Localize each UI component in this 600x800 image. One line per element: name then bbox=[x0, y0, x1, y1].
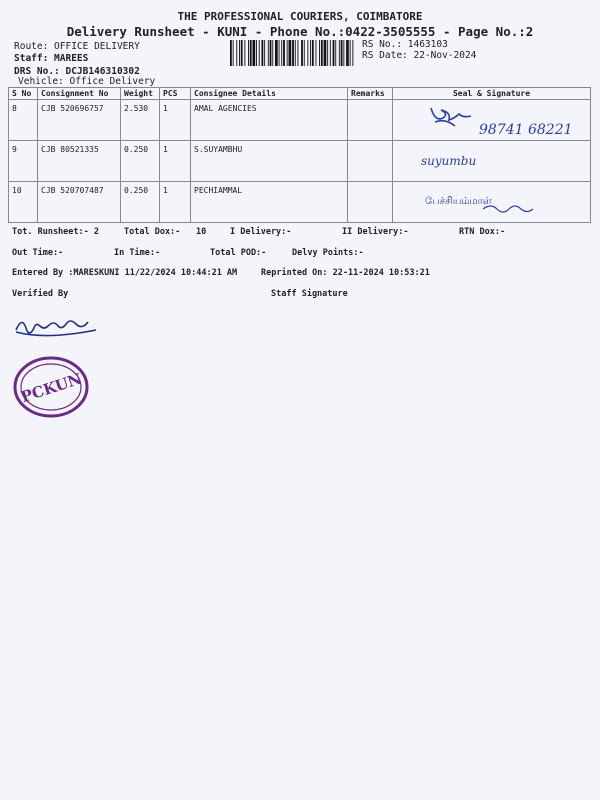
cell-consignee: PECHIAMMAL bbox=[191, 182, 348, 223]
entered-by: Entered By :MARESKUNI 11/22/2024 10:44:21 AM bbox=[12, 268, 238, 278]
col-weight-header: Weight bbox=[121, 88, 160, 100]
cell-remarks bbox=[348, 182, 393, 223]
cell-sno: 10 bbox=[9, 182, 38, 223]
cell-consignment: CJB 80521335 bbox=[38, 141, 121, 182]
total-dox-value: 10 bbox=[196, 227, 207, 237]
cell-weight: 0.250 bbox=[121, 141, 160, 182]
cell-pcs: 1 bbox=[160, 182, 191, 223]
col-remarks-header: Remarks bbox=[348, 88, 393, 100]
company-name: THE PROFESSIONAL COURIERS, COIMBATORE bbox=[177, 10, 423, 23]
runsheet-title: Delivery Runsheet - KUNI - Phone No.:0422-3505555 - Page No.:2 bbox=[66, 24, 534, 39]
vehicle-label: Vehicle: Office Delivery bbox=[18, 76, 156, 87]
handwritten-tamil-name: பேச்சியம்மாள் bbox=[425, 196, 492, 207]
office-stamp bbox=[12, 356, 90, 418]
cell-weight: 0.250 bbox=[121, 182, 160, 223]
cell-weight: 2.530 bbox=[121, 100, 160, 141]
barcode-image bbox=[230, 40, 354, 66]
col-consignee-header: Consignee Details bbox=[191, 88, 348, 100]
total-dox-label: Total Dox:- bbox=[124, 227, 181, 237]
ii-delivery-label: II Delivery:- bbox=[342, 227, 409, 237]
delvy-points-label: Delvy Points:- bbox=[292, 248, 364, 258]
stamp-text: PCKUN bbox=[18, 369, 84, 407]
table-header-row bbox=[9, 88, 591, 100]
table-row bbox=[9, 182, 591, 223]
cell-signature bbox=[393, 141, 591, 182]
rs-number: RS No.: 1463103 bbox=[362, 39, 448, 50]
drs-number: DRS No.: DCJB146310302 bbox=[14, 66, 140, 77]
delivery-table bbox=[8, 87, 591, 223]
total-pod-label: Total POD:- bbox=[210, 248, 267, 258]
cell-remarks bbox=[348, 100, 393, 141]
col-pcs-header: PCS bbox=[160, 88, 191, 100]
handwritten-signature-row8 bbox=[393, 100, 600, 142]
col-consignment-header: Consignment No bbox=[38, 88, 121, 100]
table-row bbox=[9, 100, 591, 141]
cell-sno: 8 bbox=[9, 100, 38, 141]
cell-consignment: CJB 520696757 bbox=[38, 100, 121, 141]
table-row bbox=[9, 141, 591, 182]
reprinted-on: Reprinted On: 22-11-2024 10:53:21 bbox=[261, 268, 430, 278]
cell-consignee: S.SUYAMBHU bbox=[191, 141, 348, 182]
cell-consignment: CJB 520707487 bbox=[38, 182, 121, 223]
cell-signature bbox=[393, 100, 591, 141]
handwritten-name: suyumbu bbox=[421, 154, 477, 168]
verifier-signature bbox=[10, 312, 106, 342]
handwritten-signature-row9 bbox=[393, 141, 600, 183]
cell-consignee: AMAL AGENCIES bbox=[191, 100, 348, 141]
out-time-label: Out Time:- bbox=[12, 248, 64, 258]
i-delivery-label: I Delivery:- bbox=[230, 227, 292, 237]
cell-pcs: 1 bbox=[160, 141, 191, 182]
staff-label: Staff: MAREES bbox=[14, 53, 89, 64]
cell-remarks bbox=[348, 141, 393, 182]
handwritten-signature-row10 bbox=[393, 182, 600, 224]
cell-signature bbox=[393, 182, 591, 223]
col-signature-header: Seal & Signature bbox=[393, 88, 591, 100]
cell-sno: 9 bbox=[9, 141, 38, 182]
handwritten-phone: 98741 68221 bbox=[479, 122, 573, 138]
rs-date: RS Date: 22-Nov-2024 bbox=[362, 50, 477, 61]
cell-pcs: 1 bbox=[160, 100, 191, 141]
total-runsheet: Tot. Runsheet:- 2 bbox=[12, 227, 99, 237]
staff-signature-label: Staff Signature bbox=[271, 289, 348, 299]
route-label: Route: OFFICE DELIVERY bbox=[14, 41, 140, 52]
in-time-label: In Time:- bbox=[114, 248, 161, 258]
col-sno-header: S No bbox=[9, 88, 38, 100]
verified-by-label: Verified By bbox=[12, 289, 69, 299]
rtn-dox-label: RTN Dox:- bbox=[459, 227, 506, 237]
